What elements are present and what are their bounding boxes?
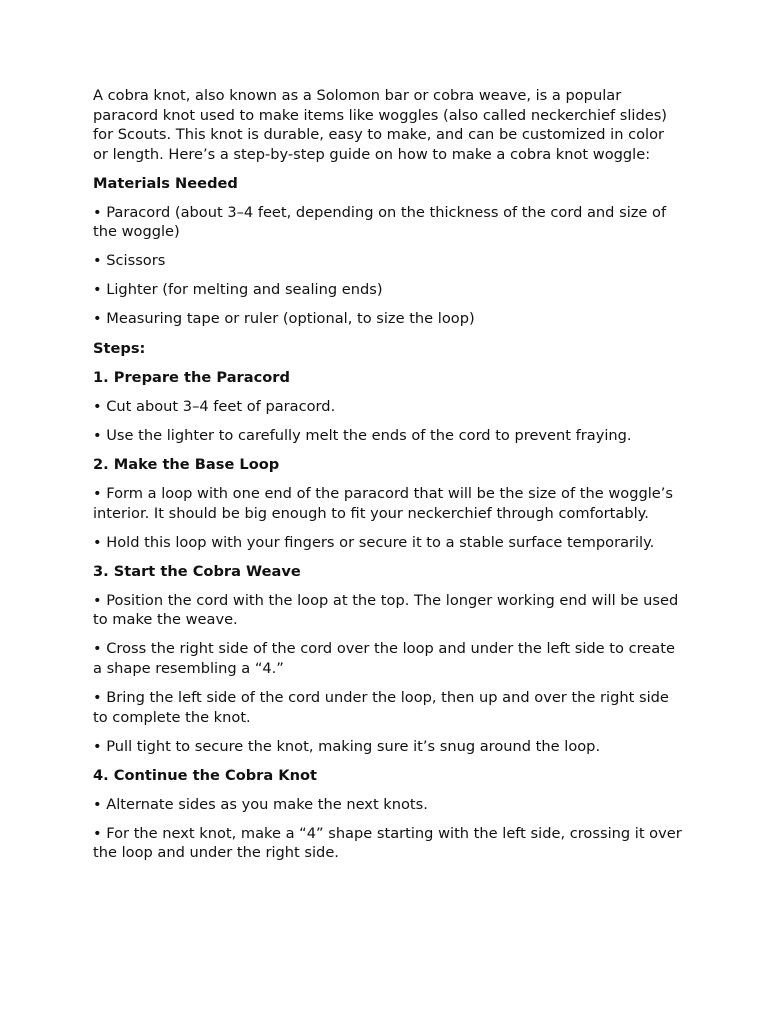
step-2-title: 2. Make the Base Loop (93, 455, 280, 473)
step-3-bullet-3: • Bring the left side of the cord under the loop, then up and over the right side to complete the knot. (93, 689, 669, 726)
materials-heading: Materials Needed (93, 174, 238, 192)
materials-item-scissors: • Scissors (93, 252, 166, 270)
steps-heading: Steps: (93, 339, 146, 357)
materials-item-paracord: • Paracord (about 3–4 feet, depending on the thickness of the cord and size of the woggle) (93, 203, 667, 241)
step-4-bullet-2: • For the next knot, make a “4” shape starting with the left side, crossing it over the loop and under the right side. (93, 824, 682, 862)
step-4-bullet-1: • Alternate sides as you make the next knots. (93, 795, 428, 813)
intro-paragraph: A cobra knot, also known as a Solomon bar or cobra weave, is a popular paracord knot used to make items like woggles (also called neckerchief slides) for Scouts. This knot is durable, easy to make, and can be customized in color or length. Here’s a step-by-step guide on how to make a cobra knot woggle: (93, 87, 668, 163)
step-3-bullet-4: • Pull tight to secure the knot, making sure it’s snug around the loop. (93, 737, 601, 755)
step-3-title: 3. Start the Cobra Weave (93, 562, 301, 580)
step-2-bullet-1: • Form a loop with one end of the paracord that will be the size of the woggle’s interior. It should be big enough to fit your neckerchief through comfortably. (93, 485, 673, 522)
step-1-title: 1. Prepare the Paracord (93, 368, 290, 386)
step-1-bullet-1: • Cut about 3–4 feet of paracord. (93, 397, 336, 415)
step-3-bullet-2: • Cross the right side of the cord over the loop and under the left side to create a shape resembling a “4.” (93, 640, 675, 677)
materials-item-measuring-tape: • Measuring tape or ruler (optional, to size the loop) (93, 310, 475, 328)
step-3-bullet-1: • Position the cord with the loop at the top. The longer working end will be used to make the weave. (93, 591, 679, 629)
document-page (93, 86, 683, 872)
step-2-bullet-2: • Hold this loop with your fingers or secure it to a stable surface temporarily. (93, 533, 655, 551)
step-1-bullet-2: • Use the lighter to carefully melt the ends of the cord to prevent fraying. (93, 426, 632, 444)
materials-item-lighter: • Lighter (for melting and sealing ends) (93, 281, 383, 299)
step-4-title: 4. Continue the Cobra Knot (93, 766, 317, 784)
